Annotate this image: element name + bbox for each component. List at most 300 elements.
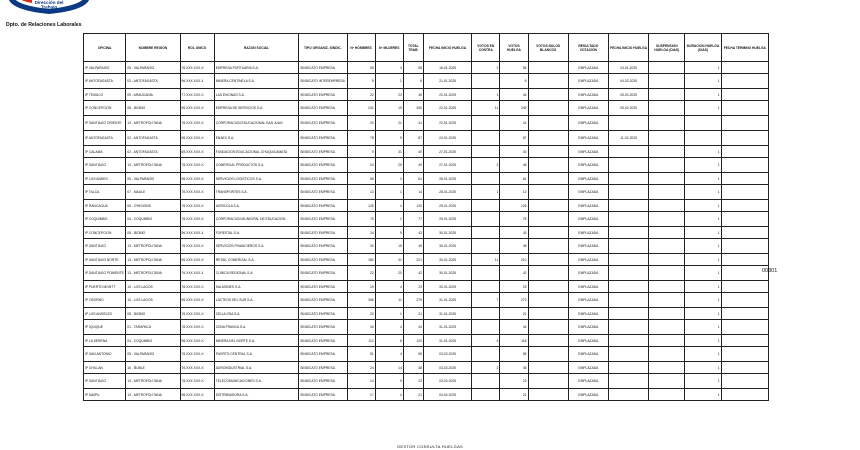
- table-cell: EMPLAZADA: [568, 89, 608, 101]
- table-cell: [721, 362, 768, 374]
- table-cell: 05-02-2025: [608, 89, 648, 101]
- table-cell: 29-01-2025: [423, 200, 471, 212]
- table-cell: SINDICATO EMPRESA: [299, 281, 347, 293]
- footer-text: GESTOR CONSULTA HUELGAS: [396, 444, 464, 449]
- table-cell: [528, 116, 568, 131]
- table-cell: [721, 89, 768, 101]
- table-cell: 09 - ARAUCANIA: [126, 89, 180, 101]
- table-row: [84, 62, 769, 74]
- table-cell: SINDICATO EMPRESA: [299, 131, 347, 146]
- table-cell: 76.XXX.XXX-X: [180, 116, 214, 131]
- table-cell: IP SANTIAGO ORIENTE: [84, 116, 126, 131]
- table-cell: 13 - METROPOLITANA: [126, 374, 180, 389]
- table-cell: 42: [500, 266, 528, 281]
- table-cell: EMPLAZADA: [568, 347, 608, 362]
- table-cell: EMPLAZADA: [568, 281, 608, 293]
- table-cell: [649, 281, 685, 293]
- table-cell: [721, 101, 768, 116]
- table-cell: 36: [500, 362, 528, 374]
- table-cell: 22: [347, 266, 375, 281]
- table-cell: [685, 116, 721, 131]
- table-cell: [472, 74, 500, 89]
- table-cell: 76.XXX.XXX-X: [180, 200, 214, 212]
- table-cell: [472, 281, 500, 293]
- table-cell: 45: [403, 89, 423, 101]
- table-cell: [472, 308, 500, 320]
- table-cell: SINDICATO EMPRESA: [299, 116, 347, 131]
- table-row: [84, 389, 769, 401]
- table-cell: [721, 335, 768, 347]
- table-cell: 4: [375, 347, 403, 362]
- table-cell: TRANSPORTES S.A.: [214, 185, 298, 200]
- table-cell: 6: [403, 74, 423, 89]
- table-cell: 43: [403, 227, 423, 239]
- table-cell: 40: [500, 146, 528, 158]
- table-cell: 21: [375, 116, 403, 131]
- table-cell: [472, 320, 500, 335]
- table-cell: 23: [403, 374, 423, 389]
- table-cell: 10 - LOS LAGOS: [126, 293, 180, 308]
- table-cell: PUERTO CENTRAL S.A.: [214, 347, 298, 362]
- table-cell: [649, 362, 685, 374]
- table-cell: 13 - METROPOLITANA: [126, 158, 180, 173]
- table-cell: 1: [685, 212, 721, 227]
- column-header: VOTOS HUELGA: [500, 34, 528, 62]
- table-cell: 1: [685, 266, 721, 281]
- table-cell: [721, 374, 768, 389]
- table-cell: 08 - BIOBIO: [126, 227, 180, 239]
- table-cell: 1: [375, 185, 403, 200]
- table-cell: IP SANTIAGO: [84, 239, 126, 254]
- table-cell: [608, 212, 648, 227]
- table-cell: 76.XXX.XXX-X: [180, 347, 214, 362]
- table-cell: 1: [685, 146, 721, 158]
- table-cell: 17: [347, 389, 375, 401]
- table-cell: 51: [347, 347, 375, 362]
- column-header: FECHA INICIO HUELGA: [608, 34, 648, 62]
- table-cell: 4: [375, 200, 403, 212]
- table-cell: [528, 101, 568, 116]
- column-header: RESULTADO VOTACIÓN: [568, 34, 608, 62]
- table-cell: 5: [347, 74, 375, 89]
- table-cell: IP PUERTO MONTT: [84, 281, 126, 293]
- table-cell: ZONA FRANCA S.A.: [214, 320, 298, 335]
- table-cell: [721, 158, 768, 173]
- table-cell: 14: [347, 374, 375, 389]
- table-cell: [608, 200, 648, 212]
- table-cell: 55: [347, 62, 375, 74]
- table-cell: 55: [500, 347, 528, 362]
- table-cell: RETAIL COMERCIAL S.A.: [214, 254, 298, 266]
- table-cell: 58: [347, 173, 375, 185]
- table-cell: 1: [685, 281, 721, 293]
- table-cell: 21: [500, 389, 528, 401]
- table-cell: [721, 200, 768, 212]
- table-cell: 9: [375, 131, 403, 146]
- table-cell: 13 - METROPOLITANA: [126, 116, 180, 131]
- table-cell: [649, 239, 685, 254]
- table-cell: [608, 374, 648, 389]
- table-cell: 05-02-2025: [608, 101, 648, 116]
- table-cell: 96.XXX.XXX-X: [180, 131, 214, 146]
- table-cell: EMPLAZADA: [568, 158, 608, 173]
- table-cell: 23: [500, 374, 528, 389]
- department-label: Dpto. de Relaciones Laborales: [6, 22, 82, 28]
- table-cell: [649, 254, 685, 266]
- table-cell: IP TALCA: [84, 185, 126, 200]
- table-cell: 76.XXX.XXX-X: [180, 212, 214, 227]
- table-cell: SINDICATO EMPRESA: [299, 254, 347, 266]
- column-header: FECHA INICIO HUELGA: [423, 34, 471, 62]
- table-cell: 77.XXX.XXX-X: [180, 89, 214, 101]
- table-cell: [649, 335, 685, 347]
- table-cell: [608, 293, 648, 308]
- table-cell: [721, 254, 768, 266]
- table-row: [84, 239, 769, 254]
- table-cell: 14: [403, 185, 423, 200]
- table-cell: SINDICATO EMPRESA: [299, 101, 347, 116]
- table-cell: 19: [347, 281, 375, 293]
- table-cell: [528, 227, 568, 239]
- table-cell: 1: [685, 308, 721, 320]
- table-cell: 96.XXX.XXX-X: [180, 101, 214, 116]
- table-cell: 21: [403, 389, 423, 401]
- table-cell: 15: [375, 239, 403, 254]
- table-cell: [528, 293, 568, 308]
- table-cell: IP CONCEPCION: [84, 227, 126, 239]
- table-cell: SINDICATO EMPRESA: [299, 389, 347, 401]
- table-cell: 31-01-2025: [423, 320, 471, 335]
- table-cell: [721, 146, 768, 158]
- table-row: [84, 266, 769, 281]
- table-cell: SINDICATO EMPRESA: [299, 227, 347, 239]
- table-cell: 22: [347, 89, 375, 101]
- table-cell: 11: [472, 101, 500, 116]
- table-cell: 03-02-2025: [423, 362, 471, 374]
- table-cell: 4: [375, 281, 403, 293]
- svg-text:Trabajo: Trabajo: [40, 4, 58, 10]
- table-cell: [649, 266, 685, 281]
- table-cell: [649, 212, 685, 227]
- table-cell: SINDICATO EMPRESA: [299, 200, 347, 212]
- table-cell: 16 - ÑUBLE: [126, 362, 180, 374]
- table-cell: [608, 335, 648, 347]
- table-cell: [472, 146, 500, 158]
- table-cell: 56: [500, 62, 528, 74]
- table-cell: [528, 89, 568, 101]
- table-cell: [608, 158, 648, 173]
- table-cell: 1: [472, 185, 500, 200]
- table-cell: IP SANTIAGO: [84, 374, 126, 389]
- table-cell: [528, 347, 568, 362]
- column-header: FECHA TERMINO HUELGA: [721, 34, 768, 62]
- table-cell: 96.XXX.XXX-X: [180, 335, 214, 347]
- table-row: [84, 347, 769, 362]
- table-cell: 130: [403, 200, 423, 212]
- table-cell: [608, 266, 648, 281]
- table-cell: IP LOS ANGELES: [84, 308, 126, 320]
- table-cell: [528, 308, 568, 320]
- table-row: [84, 254, 769, 266]
- table-cell: 2: [472, 362, 500, 374]
- table-cell: 260: [403, 101, 423, 116]
- table-row: [84, 320, 769, 335]
- table-cell: LACTEOS DEL SUR S.A.: [214, 293, 298, 308]
- table-cell: 3: [375, 173, 403, 185]
- table-cell: [608, 185, 648, 200]
- table-cell: [721, 62, 768, 74]
- table-cell: 24-01-2025: [608, 62, 648, 74]
- table-cell: EMPLAZADA: [568, 374, 608, 389]
- table-row: [84, 362, 769, 374]
- table-cell: 30-01-2025: [423, 266, 471, 281]
- table-cell: 1: [685, 320, 721, 335]
- table-cell: 13: [500, 185, 528, 200]
- table-cell: [608, 254, 648, 266]
- table-cell: 01 - TARAPACA: [126, 320, 180, 335]
- table-cell: [721, 131, 768, 146]
- table-cell: [472, 200, 500, 212]
- table-cell: 44: [500, 89, 528, 101]
- table-cell: 9: [375, 374, 403, 389]
- table-cell: SINDICATO EMPRESA: [299, 146, 347, 158]
- table-cell: [472, 266, 500, 281]
- table-cell: 96.XXX.XXX-X: [180, 254, 214, 266]
- table-cell: 1: [685, 185, 721, 200]
- table-cell: [721, 308, 768, 320]
- table-cell: 34: [347, 227, 375, 239]
- table-cell: 42: [403, 266, 423, 281]
- table-cell: ENAEX S.A.: [214, 131, 298, 146]
- table-cell: SERVICIOS FINANCIEROS S.A.: [214, 239, 298, 254]
- table-cell: 04-02-2025: [423, 389, 471, 401]
- table-cell: [649, 185, 685, 200]
- table-cell: [528, 374, 568, 389]
- table-cell: 1: [685, 158, 721, 173]
- table-cell: SINDICATO EMPRESA: [299, 374, 347, 389]
- table-cell: [528, 146, 568, 158]
- table-cell: 20: [375, 266, 403, 281]
- column-header: DURACION HUELGA (DIAS): [685, 34, 721, 62]
- table-cell: CORPORACION MUNICIPAL DE EDUCACION: [214, 212, 298, 227]
- table-row: [84, 101, 769, 116]
- table-cell: 78: [347, 131, 375, 146]
- table-cell: [721, 74, 768, 89]
- column-header: TIPO ORGANIZ. SINDIC.: [299, 34, 347, 62]
- table-cell: EMPLAZADA: [568, 266, 608, 281]
- table-cell: 30: [347, 239, 375, 254]
- table-cell: 04-02-2025: [608, 74, 648, 89]
- table-cell: 05 - VALPARAISO: [126, 62, 180, 74]
- table-cell: EMPLAZADA: [568, 62, 608, 74]
- table-cell: 55: [403, 347, 423, 362]
- table-cell: IP ANTOFAGASTA: [84, 74, 126, 89]
- table-cell: [721, 173, 768, 185]
- table-cell: 2: [472, 62, 500, 74]
- table-cell: EMPLAZADA: [568, 212, 608, 227]
- table-cell: SINDICATO EMPRESA: [299, 62, 347, 74]
- table-cell: SALMONES S.A.: [214, 281, 298, 293]
- table-cell: 76.XXX.XXX-X: [180, 266, 214, 281]
- table-cell: 21: [500, 308, 528, 320]
- table-cell: EMPRESA PORTUARIA S.A.: [214, 62, 298, 74]
- table-cell: 22-01-2025: [423, 116, 471, 131]
- table-cell: 9: [375, 227, 403, 239]
- table-cell: [528, 389, 568, 401]
- table-cell: 41: [403, 116, 423, 131]
- table-cell: SINDICATO INTEREMPRESA: [299, 74, 347, 89]
- table-cell: MINERA CENTINELA S.A.: [214, 74, 298, 89]
- table-cell: 221: [403, 254, 423, 266]
- table-cell: EMPLAZADA: [568, 185, 608, 200]
- table-cell: [721, 185, 768, 200]
- table-cell: 1: [685, 89, 721, 101]
- table-cell: 8: [375, 335, 403, 347]
- table-cell: 07 - MAULE: [126, 185, 180, 200]
- table-cell: 19: [375, 101, 403, 116]
- table-cell: 7: [472, 293, 500, 308]
- table-cell: IP COQUIMBO: [84, 212, 126, 227]
- table-cell: 65.XXX.XXX-X: [180, 146, 214, 158]
- table-cell: 13 - METROPOLITANA: [126, 254, 180, 266]
- table-cell: 40: [347, 320, 375, 335]
- column-header: TOTAL TRAB.: [403, 34, 423, 62]
- table-cell: 76.XXX.XXX-X: [180, 320, 214, 335]
- table-cell: 11: [375, 293, 403, 308]
- column-header: ROL UNICO: [180, 34, 214, 62]
- table-cell: [472, 116, 500, 131]
- table-cell: [528, 158, 568, 173]
- strikes-table: [83, 33, 769, 401]
- table-cell: IP IQUIQUE: [84, 320, 126, 335]
- table-cell: 13 - METROPOLITANA: [126, 389, 180, 401]
- table-cell: 24: [347, 158, 375, 173]
- table-cell: 28-01-2025: [423, 173, 471, 185]
- table-cell: 1: [685, 239, 721, 254]
- table-cell: 3: [375, 62, 403, 74]
- table-cell: FUNDACION EDUCACIONAL CHUQUICAMATA: [214, 146, 298, 158]
- table-cell: [528, 62, 568, 74]
- table-cell: [721, 389, 768, 401]
- table-cell: [649, 146, 685, 158]
- table-cell: IP SAN ANTONIO: [84, 347, 126, 362]
- table-cell: [608, 146, 648, 158]
- table-cell: [528, 131, 568, 146]
- table-cell: 03-02-2025: [423, 347, 471, 362]
- table-cell: [721, 293, 768, 308]
- table-cell: [649, 101, 685, 116]
- table-cell: 96.XXX.XXX-X: [180, 227, 214, 239]
- table-cell: 29-01-2025: [423, 212, 471, 227]
- table-cell: 112: [347, 335, 375, 347]
- table-cell: CORPORACION EDUCACIONAL SAN JUAN: [214, 116, 298, 131]
- table-cell: 2: [375, 212, 403, 227]
- table-cell: 08 - BIOBIO: [126, 308, 180, 320]
- table-cell: [721, 347, 768, 362]
- table-cell: SINDICATO EMPRESA: [299, 347, 347, 362]
- table-cell: [649, 200, 685, 212]
- table-cell: 1: [472, 89, 500, 101]
- table-cell: [649, 308, 685, 320]
- table-cell: [528, 200, 568, 212]
- table-cell: 1: [685, 293, 721, 308]
- table-cell: EMPLAZADA: [568, 320, 608, 335]
- table-cell: 116: [500, 335, 528, 347]
- table-cell: IP CHILLAN: [84, 362, 126, 374]
- table-cell: [721, 227, 768, 239]
- table-cell: 31-01-2025: [423, 308, 471, 320]
- table-cell: EMPLAZADA: [568, 389, 608, 401]
- table-cell: IP SANTIAGO: [84, 158, 126, 173]
- table-cell: 46: [500, 158, 528, 173]
- table-cell: 1: [685, 374, 721, 389]
- table-cell: 96.XXX.XXX-X: [180, 74, 214, 89]
- table-cell: 30-01-2025: [423, 239, 471, 254]
- table-cell: SINDICATO EMPRESA: [299, 158, 347, 173]
- table-row: [84, 74, 769, 89]
- table-cell: TELECOMUNICACIONES S.A.: [214, 374, 298, 389]
- table-cell: 10 - LOS LAGOS: [126, 281, 180, 293]
- table-cell: 27-01-2025: [423, 146, 471, 158]
- table-cell: [472, 374, 500, 389]
- table-cell: 1: [685, 254, 721, 266]
- table-cell: 249: [500, 101, 528, 116]
- table-cell: 76.XXX.XXX-X: [180, 158, 214, 173]
- table-row: [84, 185, 769, 200]
- table-cell: [608, 320, 648, 335]
- table-cell: 41: [375, 254, 403, 266]
- table-cell: 31: [375, 146, 403, 158]
- table-cell: 61: [500, 173, 528, 185]
- table-cell: 41: [500, 116, 528, 131]
- table-cell: [528, 362, 568, 374]
- table-cell: 23: [500, 281, 528, 293]
- table-row: [84, 146, 769, 158]
- table-cell: [472, 389, 500, 401]
- table-cell: SERVICIOS LOGISTICOS S.A.: [214, 173, 298, 185]
- column-header: NOMBRE REGIÓN: [126, 34, 180, 62]
- table-cell: IP SANTIAGO NORTE: [84, 254, 126, 266]
- table-cell: AGRICOLA S.A.: [214, 200, 298, 212]
- table-cell: IP CONCEPCION: [84, 101, 126, 116]
- table-cell: COMERCIAL PRODUCTOS S.A.: [214, 158, 298, 173]
- table-cell: 02 - ANTOFAGASTA: [126, 74, 180, 89]
- table-cell: SINDICATO EMPRESA: [299, 212, 347, 227]
- table-row: [84, 335, 769, 347]
- table-cell: EMPLAZADA: [568, 200, 608, 212]
- table-cell: [472, 131, 500, 146]
- table-cell: 13 - METROPOLITANA: [126, 266, 180, 281]
- column-header: VOTOS EN CONTRA: [472, 34, 500, 62]
- table-cell: 44: [500, 320, 528, 335]
- table-cell: 45: [500, 239, 528, 254]
- table-cell: 1: [685, 62, 721, 74]
- table-row: [84, 89, 769, 101]
- table-cell: 24-01-2025: [423, 131, 471, 146]
- table-cell: 9: [347, 146, 375, 158]
- table-cell: 45: [403, 239, 423, 254]
- table-cell: 31-01-2025: [423, 335, 471, 347]
- table-cell: DISTRIBUIDORA S.A.: [214, 389, 298, 401]
- table-cell: 61: [403, 173, 423, 185]
- table-cell: 1: [375, 308, 403, 320]
- table-cell: 06 - O'HIGGINS: [126, 200, 180, 212]
- table-cell: 20: [347, 308, 375, 320]
- table-cell: 23: [403, 281, 423, 293]
- table-cell: [649, 374, 685, 389]
- table-cell: 3: [472, 158, 500, 173]
- table-cell: CELULOSA S.A.: [214, 308, 298, 320]
